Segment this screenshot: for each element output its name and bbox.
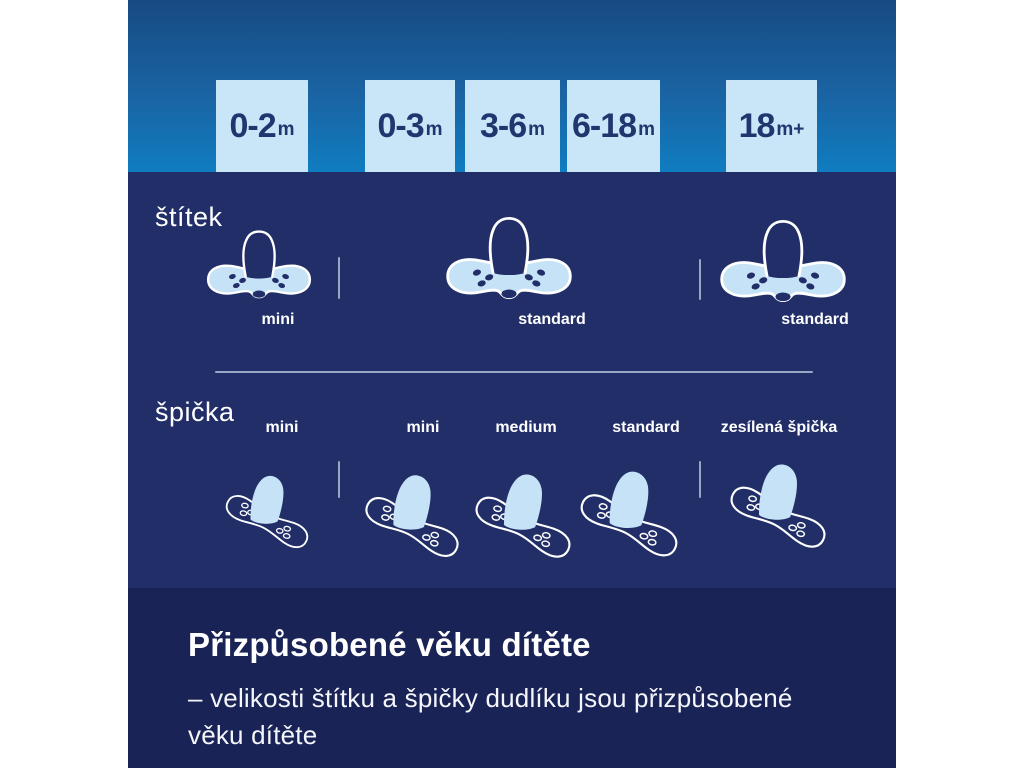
age-range-value: 6-18	[572, 106, 637, 145]
pacifier-shield-illustration	[204, 228, 314, 300]
age-header-section	[128, 0, 896, 172]
pacifier-shield-illustration	[717, 217, 849, 304]
tip-size-label: mini	[406, 419, 440, 436]
size-comparison-section	[128, 172, 896, 588]
pacifier-shield-illustration	[443, 214, 575, 301]
footer-section	[128, 588, 896, 768]
shield-size-label: mini	[261, 311, 295, 328]
divider-vertical	[338, 257, 340, 299]
age-range-box	[216, 80, 308, 172]
shield-row-label: štítek	[155, 202, 223, 232]
pacifier-tip-illustration	[575, 467, 683, 567]
pacifier-tip-illustration	[470, 470, 576, 568]
age-range-value: 0-3	[377, 106, 424, 145]
age-range-value: 3-6	[479, 106, 527, 145]
footer-subtitle-line2: věku dítěte	[188, 720, 318, 750]
infographic-canvas	[128, 0, 896, 768]
tip-size-label: medium	[495, 419, 557, 436]
age-range-unit: m	[425, 119, 443, 140]
age-range-unit: m	[528, 119, 546, 140]
tip-size-label: standard	[612, 419, 680, 436]
age-range-unit: m	[638, 119, 655, 140]
divider-horizontal	[215, 371, 813, 373]
tip-size-label: zesílená špička	[720, 419, 838, 436]
age-range-box	[567, 80, 660, 172]
shield-size-label: standard	[781, 311, 849, 328]
age-range-box	[465, 80, 560, 172]
divider-vertical	[699, 461, 701, 498]
footer-subtitle-line1: – velikosti štítku a špičky dudlíku jsou přizpůsobené	[188, 683, 793, 713]
divider-vertical	[338, 461, 340, 498]
age-range-box	[365, 80, 455, 172]
shield-size-label: standard	[518, 311, 586, 328]
age-range-unit: m	[277, 119, 295, 140]
age-range-value: 0-2	[229, 106, 276, 145]
pacifier-tip-illustration	[725, 460, 831, 558]
pacifier-tip-illustration	[221, 472, 313, 557]
age-range-box	[726, 80, 817, 172]
pacifier-tip-illustration	[360, 471, 464, 567]
divider-vertical	[699, 259, 701, 300]
tip-row-label: špička	[155, 397, 235, 427]
footer-title: Přizpůsobené věku dítěte	[188, 626, 591, 663]
age-range-unit: m+	[776, 119, 805, 140]
tip-size-label: mini	[265, 419, 299, 436]
age-range-value: 18	[738, 106, 775, 145]
